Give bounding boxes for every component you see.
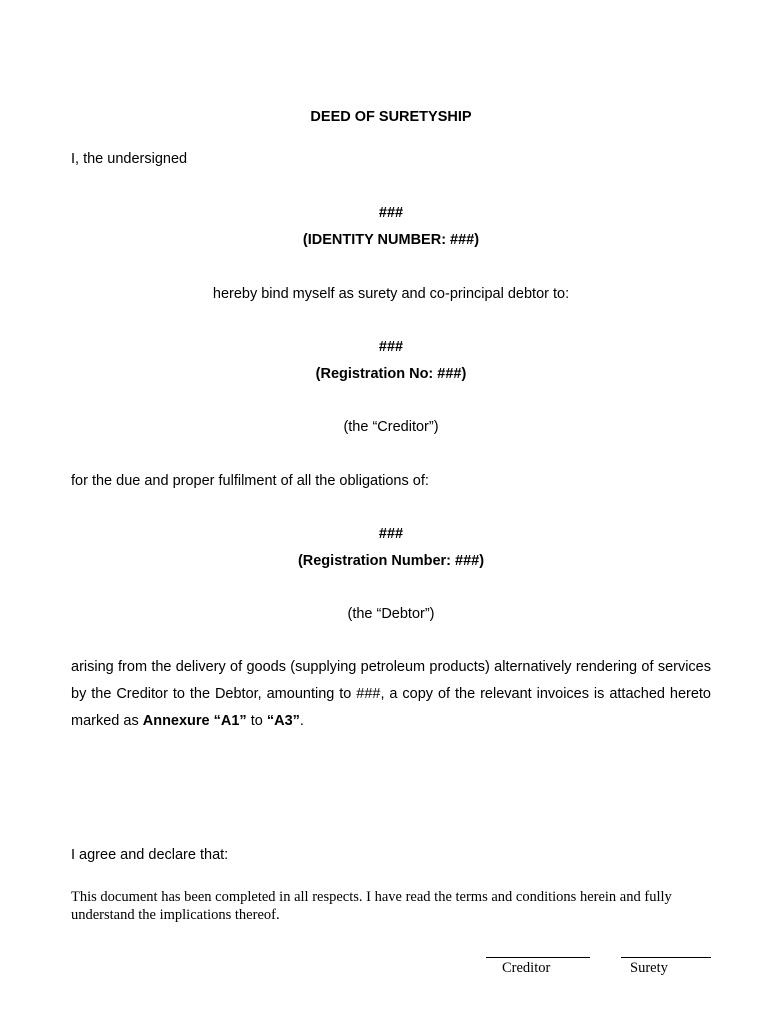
agree-heading: I agree and declare that: — [71, 847, 229, 863]
intro-text: I, the undersigned — [71, 151, 188, 167]
arising-period: . — [299, 713, 304, 729]
annexure-label: Annexure “A1” — [142, 713, 247, 729]
arising-clause-text: arising from the delivery of goods (supplying petroleum products) alternatively rendering of services by the Creditor to the Debtor, amounting to ###, a copy of the relevant invoices is attached hereto marked as — [71, 659, 711, 729]
document-title: DEED OF SURETYSHIP — [310, 109, 472, 125]
debtor-name: ### — [378, 526, 404, 542]
surety-name: ### — [378, 205, 404, 221]
creditor-signature-line — [486, 957, 590, 958]
annexure-end: “A3” — [266, 713, 300, 729]
arising-clause — [71, 654, 711, 735]
creditor-designation: (the “Creditor”) — [343, 419, 439, 435]
annexure-to: to — [246, 713, 267, 729]
creditor-signature-label: Creditor — [502, 960, 551, 976]
bind-clause: hereby bind myself as surety and co-principal debtor to: — [212, 286, 570, 302]
debtor-designation: (the “Debtor”) — [347, 606, 435, 622]
surety-identity: (IDENTITY NUMBER: ###) — [302, 232, 480, 248]
creditor-registration: (Registration No: ###) — [315, 366, 467, 382]
debtor-registration: (Registration Number: ###) — [297, 553, 485, 569]
surety-signature-line — [621, 957, 711, 958]
obligation-clause: for the due and proper fulfilment of all the obligations of: — [71, 473, 429, 489]
declaration-text: This document has been completed in all respects. I have read the terms and conditions herein and fully understand the implications thereof. — [71, 889, 672, 923]
surety-signature-label: Surety — [630, 960, 668, 976]
creditor-name: ### — [378, 339, 404, 355]
